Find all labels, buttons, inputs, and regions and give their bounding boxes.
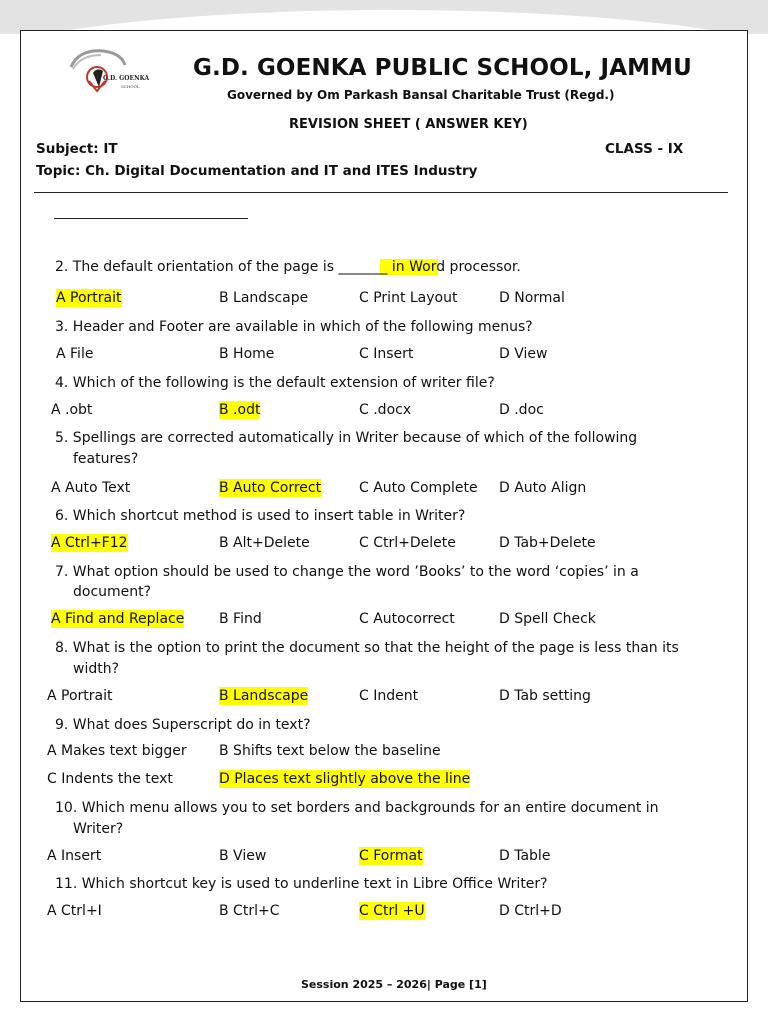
answer-option: B Landscape (219, 290, 309, 306)
answer-option: A Insert (47, 848, 102, 864)
answer-option-correct: A Ctrl+F12 (51, 535, 128, 551)
answer-option: D Spell Check (499, 611, 596, 627)
answer-option: A Makes text bigger (47, 743, 187, 759)
answer-option: C Ctrl+Delete (359, 535, 456, 551)
answer-option: D Table (499, 848, 551, 864)
answer-option: D Tab setting (499, 688, 591, 704)
subject-label: Subject: IT (36, 141, 118, 157)
answer-option: A .obt (51, 402, 93, 418)
answer-option: B View (219, 848, 267, 864)
answer-option-correct: B Auto Correct (219, 480, 322, 496)
question-text-continued: width? (73, 661, 120, 677)
answer-option: D Auto Align (499, 480, 587, 496)
answer-option: B Alt+Delete (219, 535, 310, 551)
name-blank-line (54, 218, 248, 219)
answer-option: C .docx (359, 402, 412, 418)
answer-option: A Auto Text (51, 480, 131, 496)
answer-option-correct: B Landscape (219, 688, 309, 704)
question-text: 5. Spellings are corrected automatically in Writer because of which of the following (55, 430, 638, 446)
answer-option-correct: A Portrait (56, 290, 122, 306)
question-text: 11. Which shortcut key is used to underline text in Libre Office Writer? (55, 876, 548, 892)
question-text-continued: document? (73, 584, 152, 600)
class-label: CLASS - IX (605, 141, 684, 157)
topic-label: Topic: Ch. Digital Documentation and IT and ITES Industry (36, 163, 478, 179)
school-name: G.D. GOENKA PUBLIC SCHOOL, JAMMU (193, 55, 692, 81)
answer-option-correct: C Format (359, 848, 423, 864)
question-text: 8. What is the option to print the document so that the height of the page is less than its (55, 640, 679, 656)
question-text-continued: features? (73, 451, 139, 467)
question-text: 9. What does Superscript do in text? (55, 717, 311, 733)
answer-option: C Indent (359, 688, 419, 704)
question-text: 10. Which menu allows you to set borders and backgrounds for an entire document in (55, 800, 659, 816)
answer-option: B Ctrl+C (219, 903, 280, 919)
question-text: 3. Header and Footer are available in which of the following menus? (55, 319, 533, 335)
answer-option-correct: D Places text slightly above the line (219, 771, 471, 787)
answer-option: B Find (219, 611, 262, 627)
answer-option: A File (56, 346, 94, 362)
answer-option-correct: A Find and Replace (51, 611, 185, 627)
answer-option: D Ctrl+D (499, 903, 562, 919)
question-text: 6. Which shortcut method is used to insert table in Writer? (55, 508, 466, 524)
answer-option-correct: C Ctrl +U (359, 903, 425, 919)
answer-option: B Home (219, 346, 275, 362)
sheet-title: REVISION SHEET ( ANSWER KEY) (289, 117, 528, 132)
answer-option: C Autocorrect (359, 611, 455, 627)
question-text: 2. The default orientation of the page is _______ in Word processor. (55, 259, 521, 275)
answer-option-correct: B .odt (219, 402, 261, 418)
logo-emblem-icon (63, 43, 155, 103)
answer-option: D .doc (499, 402, 544, 418)
answer-option: B Shifts text below the baseline (219, 743, 441, 759)
header-divider (34, 192, 728, 193)
answer-option: C Print Layout (359, 290, 458, 306)
page-footer: Session 2025 – 2026| Page [1] (301, 978, 487, 991)
answer-option: D View (499, 346, 548, 362)
logo-text: G.D. GOENKA (103, 75, 150, 82)
answer-option: A Ctrl+I (47, 903, 102, 919)
answer-option: C Indents the text (47, 771, 173, 787)
answer-option: C Insert (359, 346, 414, 362)
trust-name: Governed by Om Parkash Bansal Charitable Trust (Regd.) (227, 88, 615, 102)
school-logo (63, 43, 155, 103)
answer-option: A Portrait (47, 688, 113, 704)
answer-option: D Tab+Delete (499, 535, 596, 551)
question-text-continued: Writer? (73, 821, 124, 837)
question-text: 7. What option should be used to change the word ’Books’ to the word ‘copies’ in a (55, 564, 639, 580)
answer-option: D Normal (499, 290, 565, 306)
question-text: 4. Which of the following is the default extension of writer file? (55, 375, 495, 391)
answer-option: C Auto Complete (359, 480, 478, 496)
document-page (20, 30, 748, 1002)
logo-subtext: SCHOOL (121, 84, 140, 89)
